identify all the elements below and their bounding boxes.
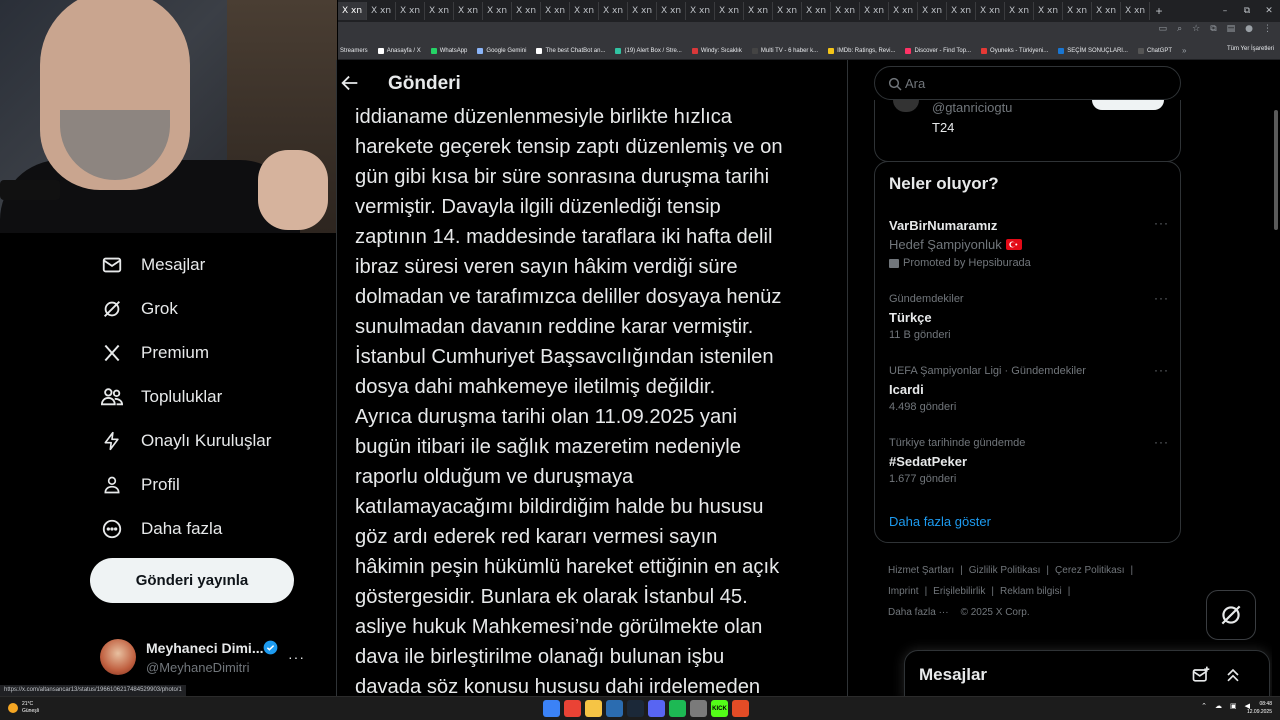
grok-icon	[1218, 602, 1244, 628]
browser-tab[interactable]: X xn	[715, 2, 744, 20]
more-circle-icon	[100, 517, 124, 541]
bookmark-item[interactable]: Streamers	[340, 47, 368, 54]
taskbar-app-icon[interactable]	[585, 700, 602, 717]
post-text-line: hâkimin peşin hükümlü hareket ettiğinin en açık	[355, 556, 780, 578]
taskbar-app-icon[interactable]	[627, 700, 644, 717]
footer-link[interactable]: Erişilebilirlik	[933, 586, 986, 597]
post-text-line: dava ile birleştirilme olanağı bulunan işbu	[355, 646, 725, 668]
grok-floating-button[interactable]	[1206, 590, 1256, 640]
messages-drawer-title: Mesajlar	[919, 665, 988, 684]
nav-item-label: Grok	[141, 299, 178, 318]
favicon-icon	[477, 48, 483, 54]
trend-name: VarBirNumaramız	[889, 218, 998, 233]
footer-link[interactable]: Çerez Politikası	[1055, 565, 1125, 576]
communities-icon	[100, 385, 124, 409]
post-text-line: zaptının 14. maddesinde taraflara iki hafta delil	[355, 226, 773, 248]
bookmark-item[interactable]: Google Gemini	[477, 48, 526, 54]
bookmark-item[interactable]: Anasayfa / X	[378, 48, 421, 54]
nav-item-label: Topluluklar	[141, 387, 223, 406]
favicon-icon	[536, 48, 542, 54]
taskbar-app-icon[interactable]	[606, 700, 623, 717]
browser-tab[interactable]: X xn	[947, 2, 976, 20]
post-button[interactable]: Gönderi yayınla	[90, 558, 294, 603]
browser-tab[interactable]: X xn	[1121, 2, 1150, 20]
browser-tab[interactable]: X xn	[889, 2, 918, 20]
browser-tab[interactable]: X xn	[454, 2, 483, 20]
envelope-icon	[100, 253, 124, 277]
post-text-line: katılamayacağımı bildirdiğim halde bu hususu	[355, 496, 764, 518]
expand-drawer-icon[interactable]	[1223, 665, 1243, 685]
favicon-icon	[692, 48, 698, 54]
browser-tab[interactable]: X xn	[628, 2, 657, 20]
browser-tab[interactable]: X xn	[976, 2, 1005, 20]
taskbar-app-icon[interactable]	[732, 700, 749, 717]
footer-link[interactable]: Hizmet Şartları	[888, 565, 955, 576]
grok-icon	[100, 297, 124, 321]
account-more-icon[interactable]: ···	[288, 649, 305, 665]
nav-item-label: Profil	[141, 475, 180, 494]
browser-tab[interactable]: X xn	[541, 2, 570, 20]
bookmarks-overflow-button[interactable]: »	[1182, 46, 1187, 55]
search-input[interactable]	[874, 66, 1181, 100]
extensions-icon[interactable]: ⧉	[1210, 24, 1217, 34]
browser-tab[interactable]: X xn	[1034, 2, 1063, 20]
promoted-by: Promoted by Hepsiburada	[903, 257, 1031, 269]
browser-tab[interactable]: X xn	[918, 2, 947, 20]
messages-drawer[interactable]	[904, 650, 1270, 700]
new-message-icon[interactable]	[1191, 665, 1211, 685]
left-navigation	[0, 233, 323, 695]
maximize-button[interactable]: ⧉	[1243, 6, 1251, 16]
person-icon	[100, 473, 124, 497]
browser-tab[interactable]: X xn	[367, 2, 396, 20]
trend-item-promoted[interactable]	[889, 218, 1169, 269]
cast-icon[interactable]: ▭	[1158, 24, 1168, 34]
profile-handle: @MeyhaneDimitri	[146, 660, 250, 675]
trend-count: 11 B gönderi	[889, 329, 951, 341]
browser-tab[interactable]: X xn	[570, 2, 599, 20]
bookmark-item[interactable]: SEÇİM SONUÇLARI...	[1058, 48, 1128, 54]
follow-button[interactable]	[1092, 100, 1164, 110]
favicon-icon	[905, 48, 911, 54]
browser-tab[interactable]: X xn	[657, 2, 686, 20]
bookmark-item[interactable]: Discover - Find Top...	[905, 48, 971, 54]
nav-item-label: Daha fazla	[141, 519, 223, 538]
browser-tab[interactable]: X xn	[338, 2, 367, 20]
tray-icon[interactable]: ☁	[1214, 703, 1222, 710]
post-text-line: dosya dahi mahkemeye iletilmiş değildir.	[355, 376, 716, 398]
favicon-icon	[615, 48, 621, 54]
tray-icon[interactable]: ▣	[1229, 703, 1237, 710]
sun-icon	[8, 703, 18, 713]
bookmark-item[interactable]: IMDb: Ratings, Revi...	[828, 48, 895, 54]
verified-badge-icon	[263, 640, 278, 655]
trend-item[interactable]	[889, 365, 1169, 413]
search-icon	[887, 76, 903, 92]
browser-tab[interactable]: X xn	[425, 2, 454, 20]
post-text-line: gün gibi kısa bir süre sonrasına duruşma tarihi	[355, 166, 770, 188]
nav-item-label: Onaylı Kuruluşlar	[141, 431, 272, 450]
nav-item-verified-orgs[interactable]	[100, 426, 272, 456]
trend-context: Gündemdekiler	[889, 293, 964, 305]
favicon-icon	[378, 48, 384, 54]
post-text-line: asliye hukuk Mahkemesi’nde görülmekte olan	[355, 616, 763, 638]
trend-more-icon[interactable]: ···	[1154, 435, 1169, 449]
post-body-text	[355, 102, 835, 696]
tray-icon[interactable]: ◀	[1244, 703, 1250, 710]
close-window-button[interactable]: ✕	[1265, 6, 1273, 16]
window-controls	[1214, 0, 1280, 22]
profile-name: Meyhaneci Dimi...	[146, 640, 264, 656]
system-tray	[1201, 702, 1250, 710]
turkey-flag-icon	[1006, 239, 1022, 250]
browser-tab-strip	[338, 0, 1280, 22]
sidebar-icon[interactable]: ▤	[1226, 24, 1236, 34]
right-sidebar	[849, 60, 1270, 696]
post-text-line: İstanbul Cumhuriyet Başsavcılığından istenilen	[355, 346, 774, 368]
browser-tab[interactable]: X xn	[686, 2, 715, 20]
trends-title: Neler oluyor?	[889, 174, 999, 193]
bookmark-item[interactable]: Multi TV - 6 haber k...	[752, 48, 818, 54]
favicon-icon	[431, 48, 437, 54]
trend-context: Türkiye tarihinde gündemde	[889, 437, 1026, 449]
post-text-line: bugün itibari ile sağlık mazeretim nedeniyle	[355, 436, 742, 458]
bookmark-star-icon[interactable]: ☆	[1192, 24, 1201, 34]
copyright: © 2025 X Corp.	[960, 607, 1030, 618]
nav-item-grok[interactable]	[100, 294, 178, 324]
who-to-follow-card	[874, 100, 1181, 162]
page-title: Gönderi	[388, 73, 461, 94]
bookmark-item[interactable]: Oyuneks - Türkiyeni...	[981, 48, 1048, 54]
taskbar-app-icon[interactable]	[648, 700, 665, 717]
weather-widget[interactable]	[8, 701, 39, 715]
browser-tab[interactable]: X xn	[599, 2, 628, 20]
weather-temp: 21°C	[22, 701, 34, 707]
footer-link[interactable]: Reklam bilgisi	[1000, 586, 1062, 597]
bookmark-item[interactable]: (19) Alert Box / Stre...	[615, 48, 681, 54]
footer-more-link[interactable]: Daha fazla ···	[888, 607, 949, 618]
page-scrollbar[interactable]	[1272, 60, 1280, 696]
scrollbar-thumb[interactable]	[1274, 110, 1278, 230]
post-text-line: ibraz süresi veren sayın hâkim verdiği süre	[355, 256, 738, 278]
browser-tab[interactable]: X xn	[831, 2, 860, 20]
post-detail-column[interactable]	[336, 60, 848, 696]
trend-more-icon[interactable]: ···	[1154, 216, 1169, 230]
post-text-line: raporlu olduğum ve duruşmaya	[355, 466, 634, 488]
browser-tab[interactable]: X xn	[1063, 2, 1092, 20]
favicon-icon	[828, 48, 834, 54]
trend-name: Icardi	[889, 382, 924, 397]
nav-item-more[interactable]	[100, 514, 223, 544]
avatar[interactable]	[893, 100, 919, 112]
browser-tab[interactable]: X xn	[773, 2, 802, 20]
favicon-icon	[1138, 48, 1144, 54]
footer-links: Hizmet Şartları | Gizlilik Politikası | Çerez Politikası | Imprint | Erişilebilirlik | Reklam bilgisi | Daha fazla ··· © 2025 X Corp.	[888, 565, 1134, 618]
favicon-icon	[752, 48, 758, 54]
nav-item-profile[interactable]	[100, 470, 180, 500]
post-text-line: Ayrıca duruşma tarihi olan 11.09.2025 yani	[355, 406, 737, 428]
post-text-line: göstergesidir. Bunlara ek olarak İstanbul 45.	[355, 586, 748, 608]
post-text-line: dolmadan ve tarafımızca deliller dosyaya henüz	[355, 286, 782, 308]
show-more-link[interactable]: Daha fazla göster	[889, 514, 991, 529]
post-text-line: iddianame düzenlenmesiyle birlikte hızlıca	[355, 106, 733, 128]
taskbar-app-icon[interactable]	[564, 700, 581, 717]
trend-more-icon[interactable]: ···	[1154, 291, 1169, 305]
account-switcher[interactable]	[100, 635, 310, 681]
profile-icon[interactable]: ●	[1245, 24, 1253, 34]
browser-tab[interactable]: X xn	[512, 2, 541, 20]
system-clock[interactable]: 08:48 12.09.2025	[1246, 701, 1272, 715]
browser-tab[interactable]: X xn	[1005, 2, 1034, 20]
trend-count: 4.498 gönderi	[889, 401, 957, 413]
bookmarks-bar	[338, 42, 1280, 60]
post-text-line: sunulmadan davanın reddine karar vermiştir.	[355, 316, 754, 338]
browser-tab[interactable]: X xn	[1092, 2, 1121, 20]
taskbar-app-icon[interactable]	[669, 700, 686, 717]
nav-item-communities[interactable]	[100, 382, 223, 412]
bookmark-item[interactable]: The best ChatBot an...	[536, 48, 605, 54]
suggested-handle[interactable]: @gtanriciogtu	[932, 100, 1013, 115]
trend-name: Türkçe	[889, 310, 932, 325]
trend-count: 1.677 gönderi	[889, 473, 957, 485]
promoted-icon	[889, 259, 899, 268]
minimize-button[interactable]: –	[1222, 6, 1228, 16]
windows-taskbar	[0, 696, 1280, 720]
x-logo-icon	[100, 341, 124, 365]
suggested-name[interactable]: T24	[932, 120, 955, 135]
lightning-icon	[100, 429, 124, 453]
trend-item[interactable]	[889, 293, 1169, 341]
taskbar-app-icon[interactable]: KICK	[711, 700, 728, 717]
favicon-icon	[981, 48, 987, 54]
browser-tab[interactable]: X xn	[744, 2, 773, 20]
post-text-line: harekete geçerek tensip zaptı düzenlemiş ve on	[355, 136, 783, 158]
browser-toolbar	[338, 22, 1280, 42]
post-text-line: göz ardı ederek red kararı vermesi sayın	[355, 526, 718, 548]
status-bar-url: https://x.com/altansancar13/status/1966106217484529903/photo/1	[0, 685, 186, 696]
weather-desc: Güneşli	[22, 708, 39, 714]
taskbar-apps	[543, 700, 749, 717]
trend-item[interactable]	[889, 437, 1169, 485]
browser-tab[interactable]: X xn	[860, 2, 889, 20]
nav-item-label: Premium	[141, 343, 210, 362]
webcam-overlay	[0, 0, 337, 233]
post-text-line: davada söz konusu hususu dahi irdelemeden	[355, 676, 761, 696]
tray-icon[interactable]: ⌃	[1201, 703, 1207, 710]
post-text-line: vermiştir. Davayla ilgili düzenlediği tensip	[355, 196, 721, 218]
zoom-icon[interactable]: ⌕	[1177, 24, 1183, 34]
bookmark-item[interactable]: ChatGPT	[1138, 48, 1172, 54]
new-tab-button[interactable]: +	[1155, 4, 1163, 18]
footer-link[interactable]: Gizlilik Politikası	[968, 565, 1041, 576]
browser-tab[interactable]: X xn	[396, 2, 425, 20]
all-bookmarks-button[interactable]: Tüm Yer İşaretleri	[1226, 46, 1274, 52]
bookmark-item[interactable]: Windy: Sıcaklık	[692, 48, 742, 54]
taskbar-app-icon[interactable]	[543, 700, 560, 717]
trends-card	[874, 161, 1181, 543]
avatar	[100, 639, 136, 675]
trend-name: #SedatPeker	[889, 454, 968, 469]
post-header	[337, 60, 848, 106]
back-arrow-icon[interactable]	[339, 72, 361, 94]
browser-tab[interactable]: X xn	[483, 2, 512, 20]
nav-item-label: Mesajlar	[141, 255, 206, 274]
footer-link[interactable]: Imprint	[888, 586, 919, 597]
nav-item-premium[interactable]	[100, 338, 210, 368]
search-placeholder: Ara	[905, 76, 926, 91]
browser-tab[interactable]: X xn	[802, 2, 831, 20]
browser-menu-icon[interactable]: ⋮	[1263, 24, 1272, 34]
trend-context: UEFA Şampiyonlar Ligi · Gündemdekiler	[889, 365, 1086, 377]
bookmark-item[interactable]: WhatsApp	[431, 48, 468, 54]
trend-more-icon[interactable]: ···	[1154, 363, 1169, 377]
favicon-icon	[1058, 48, 1064, 54]
promo-subtitle: Hedef Şampiyonluk	[889, 237, 1002, 252]
nav-item-messages[interactable]	[100, 250, 206, 280]
taskbar-app-icon[interactable]	[690, 700, 707, 717]
